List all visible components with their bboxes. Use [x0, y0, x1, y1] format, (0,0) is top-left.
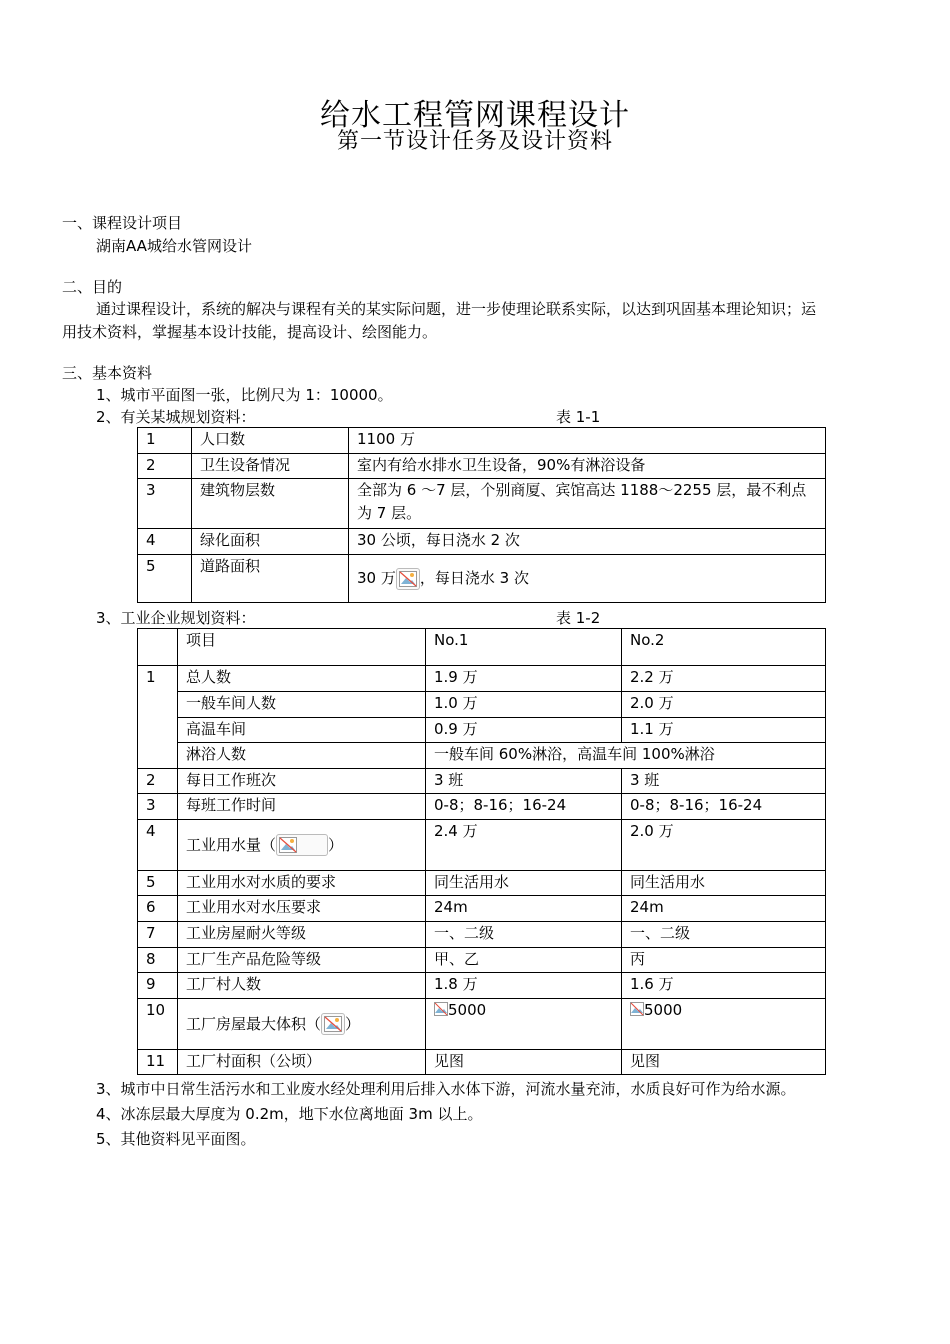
row-item: 工厂生产品危险等级	[178, 948, 426, 973]
row-no1: 1.8 万	[426, 973, 622, 999]
row-no: 8	[138, 948, 178, 973]
row-no2: 同生活用水	[622, 871, 826, 896]
row-no: 3	[138, 794, 178, 820]
table-row	[138, 555, 826, 603]
row-value: 室内有给水排水卫生设备，90%有淋浴设备	[349, 454, 826, 479]
row-no2: 一、二级	[622, 922, 826, 948]
row-no2: 2.0 万	[622, 820, 826, 871]
row-no2: 丙	[622, 948, 826, 973]
row-value: 1100 万	[349, 428, 826, 454]
table-row	[138, 454, 826, 479]
row-no: 5	[138, 555, 192, 603]
table-row	[138, 428, 826, 454]
table-row	[138, 529, 826, 555]
row-item: 道路面积	[192, 555, 349, 603]
table-row	[138, 692, 826, 718]
row-no: 3	[138, 479, 192, 529]
table-row	[138, 820, 826, 871]
section-2-line-2: 用技术资料，掌握基本设计技能，提高设计、绘图能力。	[62, 323, 438, 341]
row-no2: 2.2 万	[622, 666, 826, 692]
table-row	[138, 718, 826, 743]
row-no: 9	[138, 973, 178, 999]
section-3-item-5: 4、冰冻层最大厚度为 0.2m，地下水位离地面 3m 以上。	[96, 1105, 483, 1123]
value-part: ，每日浇水 3 次	[419, 569, 529, 587]
row-no: 10	[138, 999, 178, 1050]
broken-image-icon	[630, 1002, 644, 1016]
row-no: 1	[138, 666, 178, 769]
row-no: 2	[138, 454, 192, 479]
row-item: 工业用水对水压要求	[178, 896, 426, 922]
header-no	[138, 629, 178, 666]
row-item: 每日工作班次	[178, 769, 426, 794]
section-3-item-6: 5、其他资料见平面图。	[96, 1130, 256, 1148]
table-header-row	[138, 629, 826, 666]
row-no: 11	[138, 1050, 178, 1075]
section-1-heading: 一、课程设计项目	[62, 214, 183, 232]
row-no1: 1.0 万	[426, 692, 622, 718]
item-part: ）	[345, 1014, 361, 1033]
section-1-content: 湖南AA城给水管网设计	[96, 237, 252, 255]
row-no1: 2.4 万	[426, 820, 622, 871]
row-no1: 同生活用水	[426, 871, 622, 896]
row-no1: 甲、乙	[426, 948, 622, 973]
table-row	[138, 479, 826, 529]
table-1-caption: 表 1-1	[556, 408, 601, 426]
row-no1: 一、二级	[426, 922, 622, 948]
row-item: 人口数	[192, 428, 349, 454]
broken-image-icon	[276, 834, 328, 856]
row-item: 工业房屋耐火等级	[178, 922, 426, 948]
item-part: 工厂房屋最大体积（	[186, 1014, 322, 1033]
table-row	[138, 948, 826, 973]
broken-image-icon	[396, 568, 420, 590]
section-3-item-2: 2、有关某城规划资料：	[96, 408, 256, 426]
section-2-heading: 二、目的	[62, 278, 123, 296]
row-no1-value: 5000	[448, 1001, 487, 1019]
row-no2: 1.1 万	[622, 718, 826, 743]
header-no1: No.1	[426, 629, 622, 666]
row-no: 5	[138, 871, 178, 896]
row-item: 总人数	[178, 666, 426, 692]
row-item: 工业用水对水质的要求	[178, 871, 426, 896]
value-part: 30 万	[357, 569, 396, 587]
row-item	[178, 820, 426, 871]
row-no2: 24m	[622, 896, 826, 922]
table-row	[138, 999, 826, 1050]
table-1-city-planning	[137, 427, 826, 603]
row-value	[349, 555, 826, 603]
table-2-industry-planning	[137, 628, 826, 1075]
row-no: 1	[138, 428, 192, 454]
item-part: 工业用水量（	[186, 835, 277, 854]
header-no2: No.2	[622, 629, 826, 666]
row-no2-value: 5000	[644, 1001, 683, 1019]
section-2-line-1: 通过课程设计，系统的解决与课程有关的某实际问题，进一步使理论联系实际，以达到巩固基本理论知识；运	[96, 300, 817, 318]
row-no: 2	[138, 769, 178, 794]
section-3-item-1: 1、城市平面图一张，比例尺为 1：10000。	[96, 386, 393, 404]
row-no1: 24m	[426, 896, 622, 922]
table-row	[138, 1050, 826, 1075]
row-no: 6	[138, 896, 178, 922]
row-no1	[426, 999, 622, 1050]
item-part: ）	[328, 835, 344, 854]
row-no2: 2.0 万	[622, 692, 826, 718]
section-3-heading: 三、基本资料	[62, 364, 153, 382]
row-item: 建筑物层数	[192, 479, 349, 529]
row-item: 每班工作时间	[178, 794, 426, 820]
row-no1: 3 班	[426, 769, 622, 794]
row-no: 4	[138, 529, 192, 555]
row-value: 30 公顷，每日浇水 2 次	[349, 529, 826, 555]
table-row	[138, 896, 826, 922]
row-no1: 1.9 万	[426, 666, 622, 692]
broken-image-icon	[321, 1013, 345, 1035]
row-no1: 0.9 万	[426, 718, 622, 743]
document-subtitle: 第一节设计任务及设计资料	[336, 129, 613, 154]
row-no1: 见图	[426, 1050, 622, 1075]
row-item: 工厂村面积（公顷）	[178, 1050, 426, 1075]
row-no: 7	[138, 922, 178, 948]
table-row	[138, 666, 826, 692]
row-item: 绿化面积	[192, 529, 349, 555]
row-no2: 1.6 万	[622, 973, 826, 999]
table-row	[138, 743, 826, 769]
row-value: 全部为 6 ～7 层，个别商厦、宾馆高达 1188～2255 层，最不利点为 7 层。	[349, 479, 826, 529]
row-item	[178, 999, 426, 1050]
broken-image-icon	[434, 1002, 448, 1016]
row-item: 淋浴人数	[178, 743, 426, 769]
section-3-item-4: 3、城市中日常生活污水和工业废水经处理利用后排入水体下游，河流水量充沛，水质良好可作为给水源。	[96, 1080, 796, 1098]
row-item: 高温车间	[178, 718, 426, 743]
row-item: 一般车间人数	[178, 692, 426, 718]
row-item: 工厂村人数	[178, 973, 426, 999]
table-row	[138, 769, 826, 794]
document-title: 给水工程管网课程设计	[320, 98, 630, 133]
table-2-caption: 表 1-2	[556, 609, 601, 627]
table-row	[138, 871, 826, 896]
row-no: 4	[138, 820, 178, 871]
table-row	[138, 922, 826, 948]
header-item: 项目	[178, 629, 426, 666]
row-no2: 见图	[622, 1050, 826, 1075]
section-3-item-3: 3、工业企业规划资料：	[96, 609, 256, 627]
row-merged-value: 一般车间 60%淋浴，高温车间 100%淋浴	[426, 743, 826, 769]
row-no2: 0-8；8-16；16-24	[622, 794, 826, 820]
row-no2: 3 班	[622, 769, 826, 794]
table-row	[138, 973, 826, 999]
row-no1: 0-8；8-16；16-24	[426, 794, 622, 820]
row-no2	[622, 999, 826, 1050]
row-item: 卫生设备情况	[192, 454, 349, 479]
table-row	[138, 794, 826, 820]
